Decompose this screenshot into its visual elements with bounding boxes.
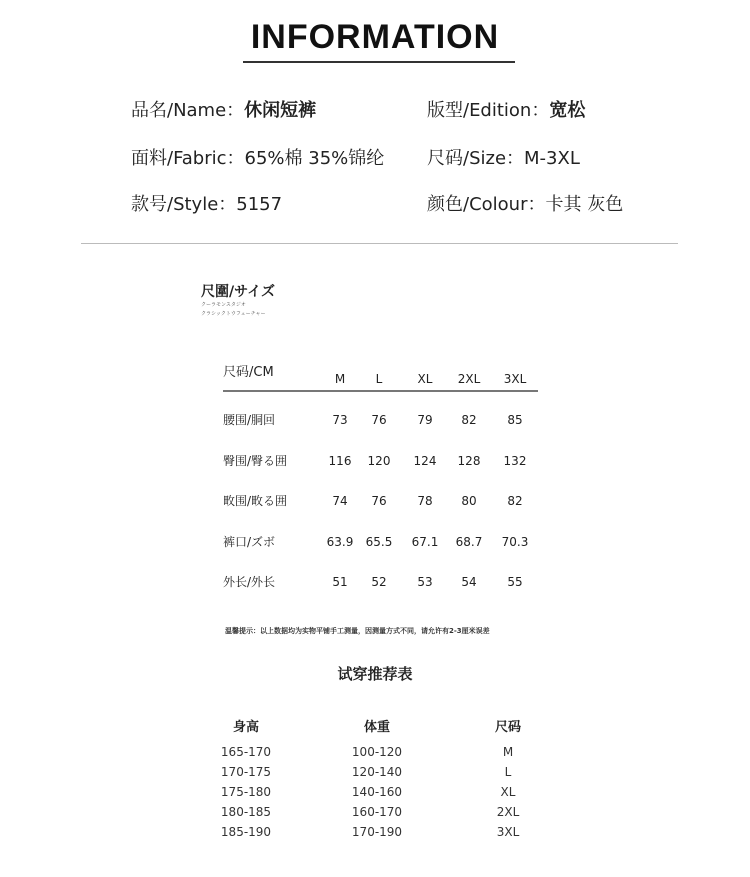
size-cell: 85 <box>507 413 523 427</box>
size-column-header: 2XL <box>457 372 481 386</box>
size-column-header: M <box>334 372 346 386</box>
page-title: INFORMATION <box>250 18 500 56</box>
info-label: 尺码/Size： <box>427 148 525 169</box>
info-value: 65%棉 35%锦纶 <box>244 148 385 169</box>
divider <box>81 243 678 244</box>
size-cell: 128 <box>457 453 481 468</box>
fit-cell: 185-190 <box>220 825 272 839</box>
info-label: 款号/Style： <box>131 194 237 215</box>
info-size <box>427 144 580 170</box>
info-value: 休闲短裤 <box>244 100 317 121</box>
size-column-header: 3XL <box>503 372 527 386</box>
size-cell: 124 <box>413 453 437 468</box>
size-cell: 78 <box>417 494 433 508</box>
info-value: M-3XL <box>524 148 580 169</box>
size-row-label: 腰围/胴回 <box>223 413 276 427</box>
fit-cell: 160-170 <box>351 805 403 819</box>
fit-table-header: 身高 <box>232 720 259 735</box>
size-cell: 80 <box>461 494 477 508</box>
size-section-title: 尺圍/サイズ <box>201 284 275 300</box>
info-name <box>131 96 316 122</box>
size-cell: 79 <box>417 413 433 427</box>
fit-cell: 100-120 <box>351 745 403 759</box>
size-cell: 51 <box>332 575 348 589</box>
info-edition <box>427 96 585 122</box>
info-colour <box>427 190 623 216</box>
size-row-label: 外长/外长 <box>223 575 276 589</box>
fit-cell: 180-185 <box>220 805 272 819</box>
size-cell: 70.3 <box>501 534 529 549</box>
measurement-note: 温馨提示：以上数据均为实物平铺手工测量，因测量方式不同，请允许有2-3厘米误差 <box>225 627 490 635</box>
info-style <box>131 190 282 216</box>
size-cell: 76 <box>371 494 387 508</box>
size-cell: 82 <box>507 494 523 508</box>
fit-cell: 175-180 <box>220 785 272 799</box>
size-row-label: 裤口/ズボ <box>223 534 276 549</box>
info-value: 5157 <box>236 194 283 215</box>
fit-cell: 140-160 <box>351 785 403 799</box>
size-cell: 52 <box>371 575 387 589</box>
size-row-label: 畋围/畋る囲 <box>223 494 288 508</box>
size-cell: 67.1 <box>411 534 439 549</box>
size-table-header: 尺码/CM <box>223 365 274 380</box>
fit-cell: 120-140 <box>351 765 403 779</box>
size-column-header: L <box>375 372 383 386</box>
fit-cell: 3XL <box>496 825 520 839</box>
title-underline <box>243 61 515 63</box>
info-fabric <box>131 144 384 170</box>
info-label: 品名/Name： <box>131 100 245 121</box>
size-table-rule <box>223 390 538 392</box>
size-cell: 120 <box>367 453 391 468</box>
fit-cell: 170-175 <box>220 765 272 779</box>
fit-cell: 170-190 <box>351 825 403 839</box>
size-cell: 73 <box>332 413 348 427</box>
fit-cell: L <box>504 765 512 779</box>
size-cell: 76 <box>371 413 387 427</box>
info-value: 宽松 <box>549 100 586 121</box>
size-cell: 68.7 <box>455 534 483 549</box>
fit-table-header: 尺码 <box>494 720 521 735</box>
size-cell: 116 <box>328 453 352 468</box>
size-cell: 53 <box>417 575 433 589</box>
size-cell: 65.5 <box>365 534 393 549</box>
fit-cell: M <box>502 745 514 759</box>
fit-cell: 165-170 <box>220 745 272 759</box>
info-label: 颜色/Colour： <box>427 194 546 215</box>
size-cell: 82 <box>461 413 477 427</box>
fit-table-header: 体重 <box>363 720 390 735</box>
size-cell: 54 <box>461 575 477 589</box>
fit-cell: 2XL <box>496 805 520 819</box>
size-section-sub2: クラシックトウフェーチャー <box>201 311 266 317</box>
fit-table-title: 试穿推荐表 <box>337 665 413 683</box>
size-cell: 55 <box>507 575 523 589</box>
info-label: 面料/Fabric： <box>131 148 245 169</box>
info-label: 版型/Edition： <box>427 100 550 121</box>
size-section-sub1: クーラモンスタジオ <box>201 302 246 308</box>
size-cell: 74 <box>332 494 348 508</box>
info-value: 卡其 灰色 <box>545 194 624 215</box>
size-cell: 132 <box>503 453 527 468</box>
size-column-header: XL <box>417 372 433 386</box>
size-cell: 63.9 <box>326 534 354 549</box>
fit-cell: XL <box>500 785 516 799</box>
size-row-label: 臀围/臀る囲 <box>223 453 288 468</box>
